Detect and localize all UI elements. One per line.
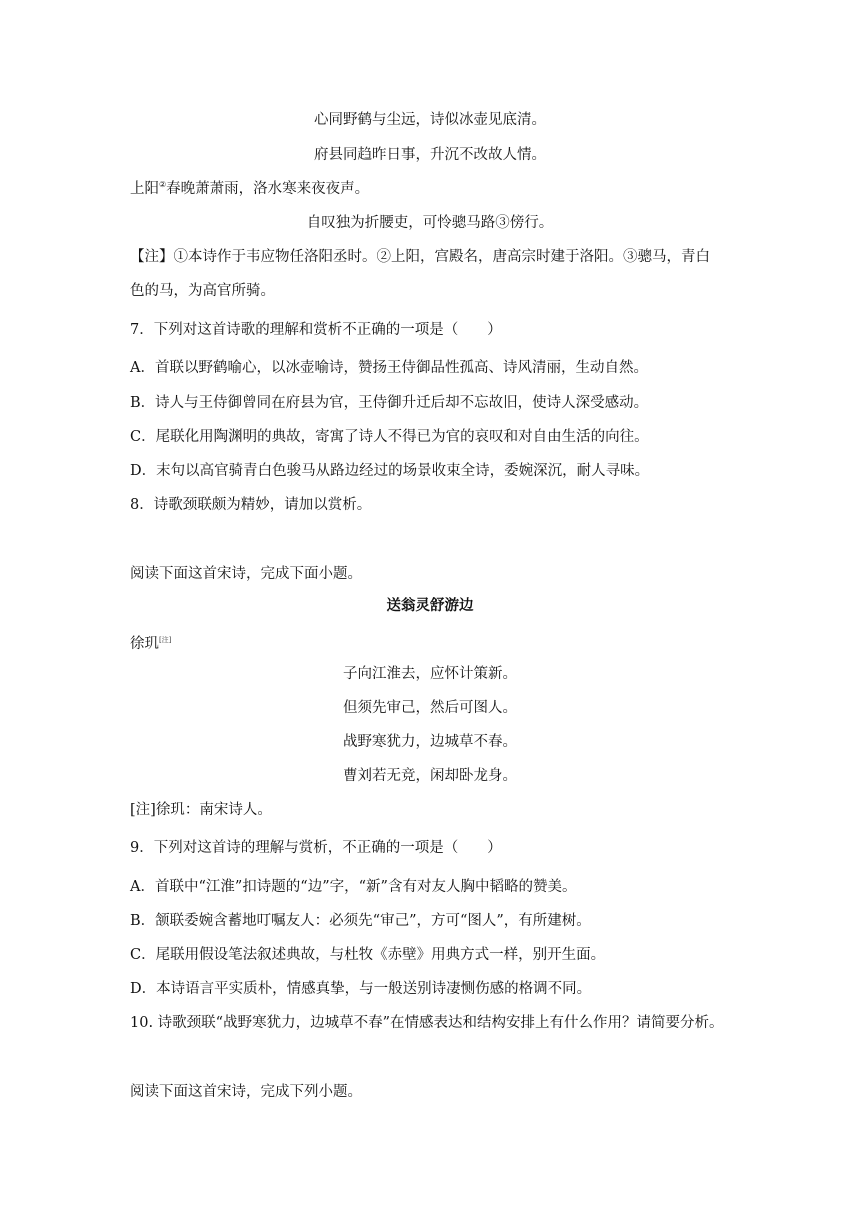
poem-line: 子向江淮去，应怀计策新。 — [343, 666, 517, 682]
section-intro: 阅读下面这首宋诗，完成下列小题。 — [130, 1084, 362, 1100]
question-stem: 8．诗歌颈联颇为精妙，请加以赏析。 — [130, 497, 372, 513]
poem-line: 自叹独为折腰吏，可怜骢马路③傍行。 — [306, 215, 554, 231]
question-stem: 10. 诗歌颈联“战野寒犹力，边城草不春”在情感表达和结构安排上有什么作用？请简要分析。 — [130, 1015, 724, 1031]
section-intro: 阅读下面这首宋诗，完成下面小题。 — [130, 566, 362, 582]
poem-line: 府县同趋昨日事，升沉不改故人情。 — [314, 147, 546, 163]
author-note-marker: [注] — [159, 636, 172, 644]
poem-title: 送翁灵舒游边 — [386, 597, 474, 614]
answer-option: B．诗人与王侍御曾同在府县为官，王侍御升迁后却不忘故旧，使诗人深受感动。 — [130, 395, 649, 411]
note-marker: ② — [159, 180, 167, 190]
poem-author: 徐玑[注] — [130, 635, 172, 652]
answer-option: D．本诗语言平实质朴，情感真挚，与一般送别诗凄恻伤感的格调不同。 — [130, 981, 592, 997]
question-stem: 7．下列对这首诗歌的理解和赏析不正确的一项是（ ） — [130, 322, 502, 338]
poem-line: 曹刘若无竞，闲却卧龙身。 — [343, 768, 517, 784]
poem-note: 色的马，为高官所骑。 — [130, 283, 275, 299]
answer-option: B．颔联委婉含蓄地叮嘱友人：必须先“审己”，方可“图人”，有所建树。 — [130, 913, 591, 929]
answer-option: A．首联以野鹤喻心，以冰壶喻诗，赞扬王侍御品性孤高、诗风清丽，生动自然。 — [130, 360, 648, 376]
poem-note: 【注】①本诗作于韦应物任洛阳丞时。②上阳，宫殿名，唐高宗时建于洛阳。③骢马，青白 — [130, 249, 710, 265]
answer-option: C．尾联化用陶渊明的典故，寄寓了诗人不得已为官的哀叹和对自由生活的向往。 — [130, 429, 649, 445]
question-stem: 9．下列对这首诗的理解与赏析，不正确的一项是（ ） — [130, 840, 502, 856]
poem-note: [注]徐玑：南宋诗人。 — [130, 802, 272, 818]
poem-line: 战野寒犹力，边城草不春。 — [343, 734, 517, 750]
poem-line: 但须先审己，然后可图人。 — [343, 700, 517, 716]
poem-line: 上阳②春晚萧萧雨，洛水寒来夜夜声。 — [130, 180, 370, 197]
answer-option: C．尾联用假设笔法叙述典故，与杜牧《赤壁》用典方式一样，别开生面。 — [130, 947, 606, 963]
answer-option: D．末句以高官骑青白色骏马从路边经过的场景收束全诗，委婉深沉，耐人寻味。 — [130, 463, 650, 479]
poem-line: 心同野鹤与尘远，诗似冰壶见底清。 — [314, 112, 546, 128]
answer-option: A．首联中“江淮”扣诗题的“边”字，“新”含有对友人胸中韬略的赞美。 — [130, 879, 577, 895]
